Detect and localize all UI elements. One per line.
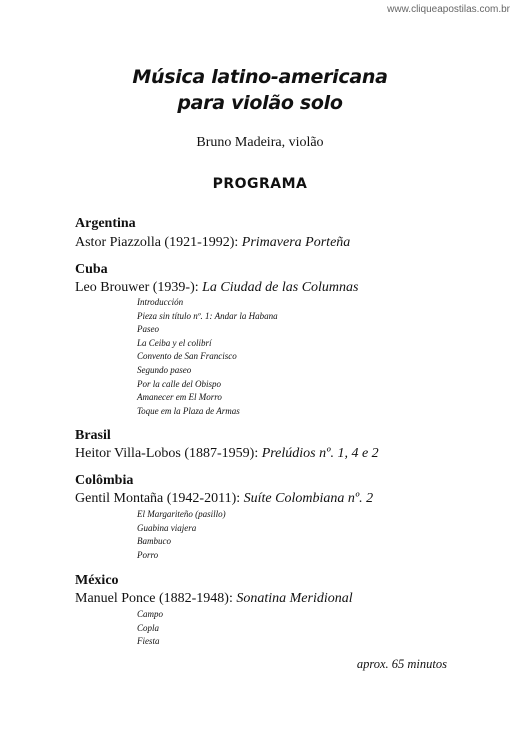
movement-item: Porro bbox=[137, 549, 159, 560]
country-heading: Cuba bbox=[75, 262, 108, 277]
country-heading: Argentina bbox=[75, 216, 136, 231]
movement-item: Guabina viajera bbox=[137, 522, 197, 533]
movement-item: Toque em la Plaza de Armas bbox=[137, 405, 240, 416]
piece-line bbox=[75, 491, 373, 507]
movement-item: Copla bbox=[137, 622, 160, 633]
work-title: Suíte Colombiana nº. 2 bbox=[243, 491, 374, 506]
composer: Gentil Montaña (1942-2011): bbox=[75, 491, 241, 506]
work-title: Sonatina Meridional bbox=[236, 591, 353, 606]
piece-line bbox=[75, 446, 379, 462]
movement-item: Amanecer em El Morro bbox=[137, 392, 222, 403]
country-heading: Colômbia bbox=[75, 473, 134, 488]
duration-note: aprox. 65 minutos bbox=[356, 657, 447, 671]
movement-item: Paseo bbox=[137, 324, 159, 335]
composer: Leo Brouwer (1939-): bbox=[75, 280, 199, 295]
title-line-1: Música latino-americana bbox=[132, 66, 388, 88]
piece-line bbox=[75, 591, 353, 607]
movement-item: Campo bbox=[137, 609, 164, 619]
watermark-url[interactable]: www.cliqueapostilas.com.br bbox=[387, 4, 510, 15]
composer: Manuel Ponce (1882-1948): bbox=[75, 591, 233, 606]
movement-list bbox=[137, 608, 163, 649]
movement-item: Bambuco bbox=[137, 536, 171, 547]
movement-item: Segundo paseo bbox=[137, 364, 192, 375]
title-line-2: para violão solo bbox=[177, 92, 343, 114]
work-title: La Ciudad de las Columnas bbox=[202, 280, 359, 295]
movement-item: Introducción bbox=[137, 297, 184, 307]
movement-item: Convento de San Francisco bbox=[137, 351, 237, 362]
composer: Astor Piazzolla (1921-1992): bbox=[75, 235, 239, 250]
country-heading: México bbox=[75, 573, 119, 588]
movement-item: Por la calle del Obispo bbox=[137, 378, 221, 389]
movement-item: La Ceiba y el colibrí bbox=[137, 337, 212, 348]
movement-list bbox=[137, 508, 226, 562]
movement-item: Pieza sin título nº. 1: Andar la Habana bbox=[137, 310, 278, 321]
performer-line: Bruno Madeira, violão bbox=[196, 135, 324, 150]
movement-list bbox=[137, 296, 278, 418]
work-title: Prelúdios nº. 1, 4 e 2 bbox=[261, 446, 379, 461]
piece-line bbox=[75, 280, 359, 296]
movement-item: El Margariteño (pasillo) bbox=[137, 509, 226, 519]
country-heading: Brasil bbox=[75, 428, 111, 443]
piece-line bbox=[75, 235, 350, 251]
movement-item: Fiesta bbox=[137, 636, 160, 647]
program-heading: PROGRAMA bbox=[212, 176, 308, 192]
work-title: Primavera Porteña bbox=[241, 235, 351, 250]
composer: Heitor Villa-Lobos (1887-1959): bbox=[75, 446, 259, 461]
